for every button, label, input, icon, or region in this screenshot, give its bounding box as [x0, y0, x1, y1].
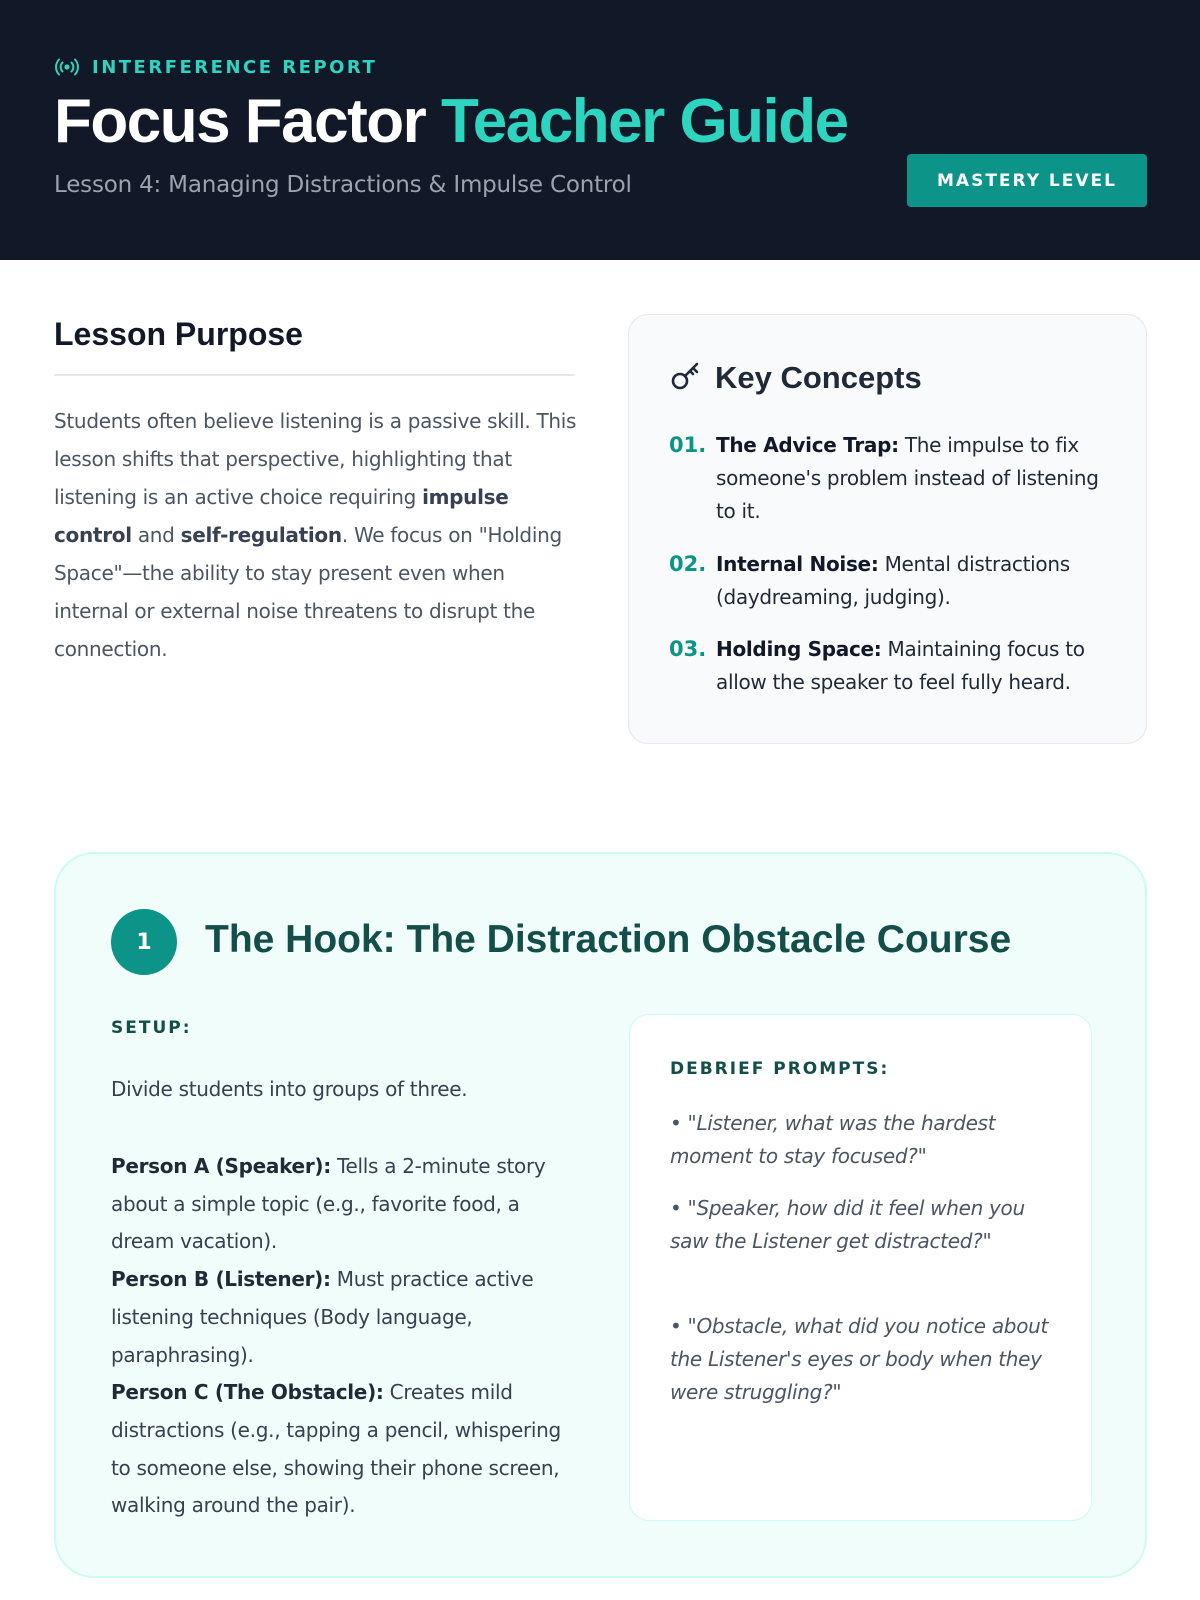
- concept-number: 02.: [669, 552, 707, 576]
- key-icon: [669, 359, 703, 397]
- concept-term: Internal Noise:: [716, 552, 879, 576]
- purpose-bold-impulse: impulse control: [54, 485, 509, 547]
- concept-item: [669, 548, 1119, 614]
- title-accent: Teacher Guide: [441, 87, 848, 156]
- role-name: Person A (Speaker):: [111, 1154, 331, 1178]
- lesson-purpose-text: [54, 402, 582, 668]
- concept-number: 01.: [669, 433, 707, 457]
- purpose-bold-regulation: self-regulation: [180, 523, 342, 547]
- role-name: Person B (Listener):: [111, 1267, 331, 1292]
- debrief-prompt: • "Obstacle, what did you notice about the Listener's eyes or body when they were struggling?": [670, 1314, 1049, 1404]
- lesson-purpose-heading: Lesson Purpose: [54, 316, 303, 352]
- divider: [54, 374, 574, 376]
- role-desc: Creates mild distractions (e.g., tapping a pencil, whispering to someone else, showing their phone screen, walking around the pair).: [111, 1380, 561, 1518]
- key-concepts-header: [669, 359, 922, 397]
- concept-term: The Advice Trap:: [716, 433, 899, 457]
- purpose-text-part: and: [131, 523, 181, 547]
- debrief-prompt: • "Listener, what was the hardest moment to stay focused?": [670, 1111, 996, 1168]
- debrief-label: DEBRIEF PROMPTS:: [670, 1059, 890, 1079]
- roles-list: [111, 1148, 581, 1525]
- concept-body: [716, 548, 1119, 614]
- role-desc: Tells a 2-minute story about a simple topic (e.g., favorite food, a dream vacation).: [111, 1154, 546, 1254]
- page-title: [54, 86, 848, 157]
- purpose-text-part: . We focus on "Holding Space"—the ability to stay present even when internal or external noise threatens to disrupt the connection.: [54, 523, 562, 661]
- concept-desc: Mental distractions (daydreaming, judging).: [716, 552, 1070, 609]
- concept-item: [669, 633, 1119, 699]
- setup-label: SETUP:: [111, 1018, 192, 1038]
- mastery-level-badge: MASTERY LEVEL: [907, 154, 1147, 207]
- debrief-prompts-card: [629, 1014, 1092, 1521]
- step-number-badge: 1: [111, 909, 177, 975]
- key-concepts-card: [628, 314, 1147, 744]
- purpose-text-part: Students often believe listening is a passive skill. This lesson shifts that perspective, highlighting that listening is an active choice requiring: [54, 409, 577, 509]
- concept-term: Holding Space:: [716, 637, 882, 661]
- debrief-prompt: • "Speaker, how did it feel when you saw the Listener get distracted?": [670, 1196, 1025, 1253]
- hook-section: [54, 852, 1147, 1578]
- concept-body: [716, 633, 1119, 699]
- role-item: [111, 1374, 581, 1525]
- role-item: [111, 1148, 581, 1261]
- role-name: Person C (The Obstacle):: [111, 1380, 384, 1405]
- header-banner: [0, 0, 1200, 260]
- setup-intro: Divide students into groups of three.: [111, 1077, 468, 1101]
- title-main: Focus Factor: [54, 87, 442, 156]
- concept-desc: The impulse to fix someone's problem instead of listening to it.: [716, 433, 1099, 523]
- role-item: [111, 1261, 581, 1374]
- concept-number: 03.: [669, 637, 707, 661]
- broadcast-signal-icon: [54, 58, 80, 76]
- key-concepts-title: Key Concepts: [715, 360, 922, 395]
- eyebrow: [54, 56, 377, 78]
- eyebrow-label: INTERFERENCE REPORT: [92, 56, 378, 78]
- concept-desc: Maintaining focus to allow the speaker to feel fully heard.: [716, 637, 1085, 694]
- page-subtitle: Lesson 4: Managing Distractions & Impulse Control: [54, 172, 632, 198]
- role-desc: Must practice active listening techniques (Body language, paraphrasing).: [111, 1267, 534, 1367]
- concept-body: [716, 429, 1119, 528]
- concept-item: [669, 429, 1119, 528]
- hook-title: The Hook: The Distraction Obstacle Course: [205, 918, 1012, 961]
